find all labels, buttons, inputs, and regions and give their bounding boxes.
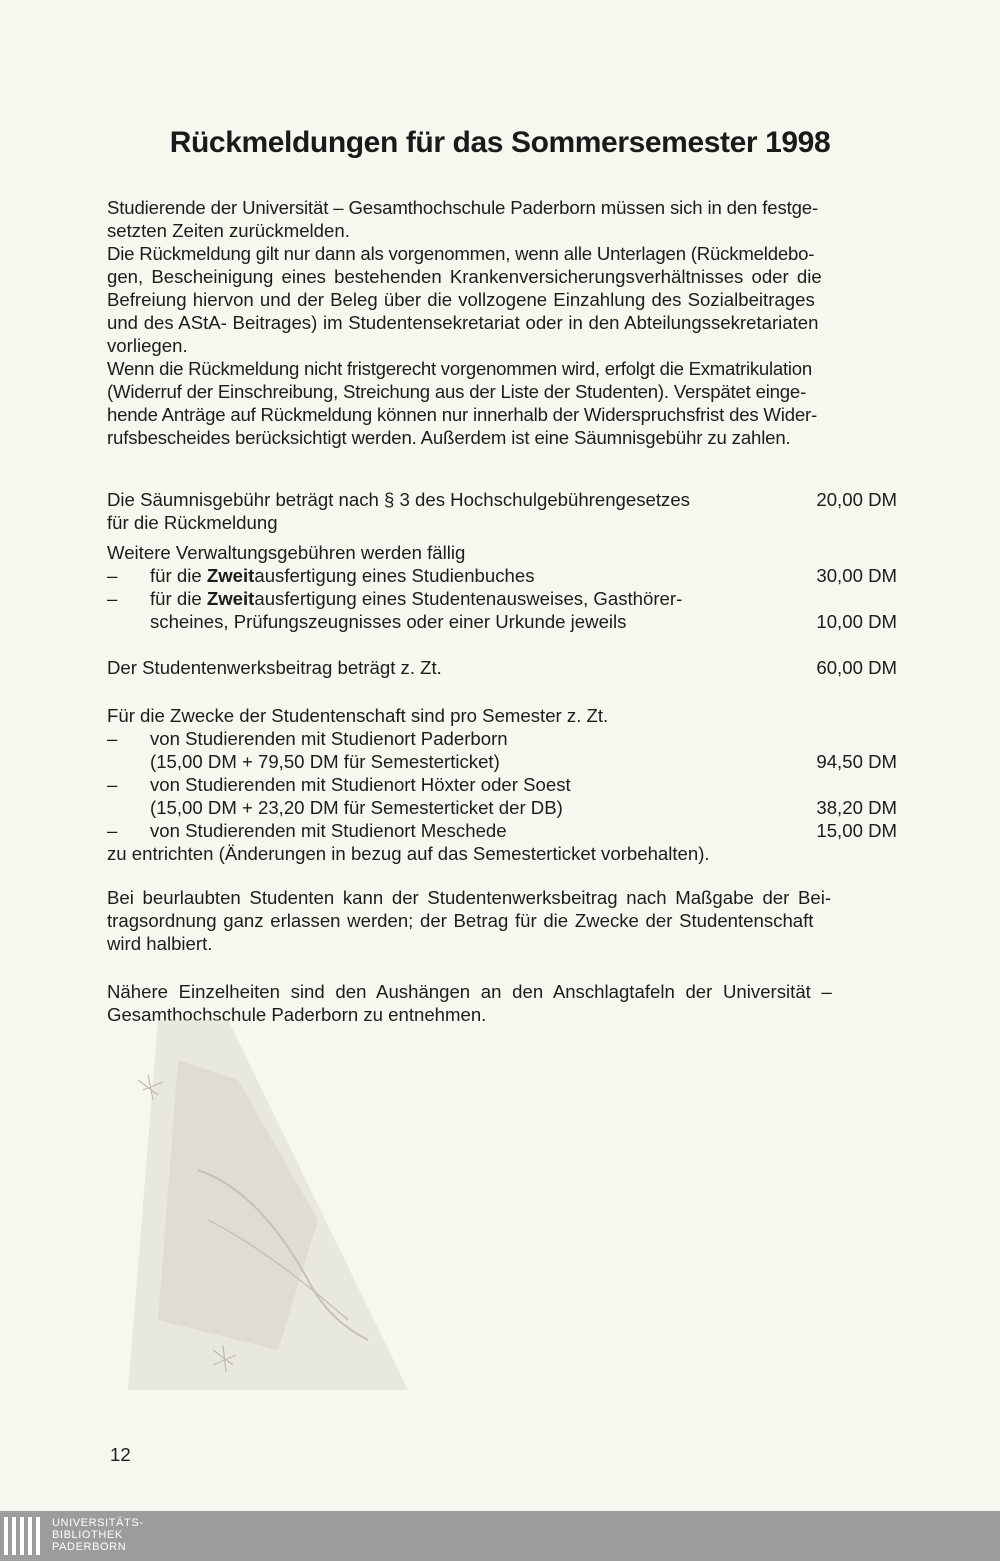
admin-fee-item-2-cont — [107, 610, 897, 633]
text-line: rufsbescheides berücksichtigt werden. Außerdem ist eine Säumnisgebühr zu zahlen. — [107, 427, 791, 448]
text-line: Die Rückmeldung gilt nur dann als vorgenommen, wenn alle Unterlagen (Rückmeldebo- — [107, 243, 815, 264]
studentenwerk-label: Der Studentenwerksbeitrag beträgt z. Zt. — [107, 657, 442, 678]
studentenschaft-item-b-cont — [107, 796, 897, 819]
studentenschaft-item-a-amount: 94,50 DM — [816, 751, 897, 772]
late-fee-row — [107, 488, 897, 511]
late-fee-label: Die Säumnisgebühr beträgt nach § 3 des Hochschulgebührengesetzes — [107, 489, 690, 510]
studentenschaft-item-a-cont — [107, 750, 897, 773]
studentenwerk-amount: 60,00 DM — [816, 657, 897, 678]
studentenschaft-item-b-detail: (15,00 DM + 23,20 DM für Semesterticket der DB) — [150, 797, 563, 818]
library-logo-icon — [4, 1517, 44, 1555]
library-name-line-2: BIBLIOTHEK — [52, 1529, 123, 1541]
page-number: 12 — [110, 1444, 131, 1465]
dash-bullet: – — [107, 588, 118, 609]
text-line: Gesamthochschule Paderborn zu entnehmen. — [107, 1004, 487, 1025]
text-line: setzten Zeiten zurückmelden. — [107, 220, 350, 241]
dash-bullet: – — [107, 565, 118, 586]
admin-fee-item-2-text: für die Zweitausfertigung eines Studentenausweises, Gasthörer- — [150, 588, 683, 609]
beurlaubt-paragraph — [107, 886, 905, 955]
paragraph-1 — [107, 196, 905, 242]
text-line: Nähere Einzelheiten sind den Aushängen an den Anschlagtafeln der Universität – — [107, 981, 832, 1002]
admin-fee-item-1-text: für die Zweitausfertigung eines Studienbuches — [150, 565, 535, 586]
paragraph-2 — [107, 242, 905, 357]
paragraph-3 — [107, 357, 905, 449]
text-line: Studierende der Universität – Gesamthochschule Paderborn müssen sich in den festge- — [107, 197, 819, 218]
studentenschaft-item-c-text: von Studierenden mit Studienort Meschede — [150, 820, 507, 841]
studentenwerk-row — [107, 656, 897, 679]
studentenschaft-item-a — [107, 727, 897, 750]
admin-fees-intro: Weitere Verwaltungsgebühren werden fällig — [107, 542, 466, 563]
studentenschaft-item-b — [107, 773, 897, 796]
dash-bullet: – — [107, 774, 118, 795]
studentenschaft-item-a-text: von Studierenden mit Studienort Paderborn — [150, 728, 508, 749]
text-line: (Widerruf der Einschreibung, Streichung aus der Liste der Studenten). Verspätet einge- — [107, 381, 807, 402]
dash-bullet: – — [107, 728, 118, 749]
fees-section — [107, 488, 897, 679]
dash-bullet: – — [107, 820, 118, 841]
text-line: Bei beurlaubten Studenten kann der Studentenwerksbeitrag nach Maßgabe der Bei- — [107, 887, 832, 908]
admin-fee-item-1 — [107, 564, 897, 587]
text-line: gen, Bescheinigung eines bestehenden Krankenversicherungsverhältnisses oder die — [107, 266, 822, 287]
text-line: vorliegen. — [107, 335, 188, 356]
studentenschaft-intro: Für die Zwecke der Studentenschaft sind pro Semester z. Zt. — [107, 705, 609, 726]
late-fee-amount: 20,00 DM — [816, 489, 897, 510]
page-title: Rückmeldungen für das Sommersemester 1998 — [169, 126, 831, 159]
studentenschaft-item-b-text: von Studierenden mit Studienort Höxter oder Soest — [150, 774, 571, 795]
admin-fee-item-2-line2: scheines, Prüfungszeugnisses oder einer Urkunde jeweils — [150, 611, 627, 632]
text-line: und des AStA- Beitrages) im Studentensekretariat oder in den Abteilungssekretariaten — [107, 312, 819, 333]
studentenschaft-closing: zu entrichten (Änderungen in bezug auf das Semesterticket vorbehalten). — [107, 843, 710, 864]
studentenschaft-item-a-detail: (15,00 DM + 79,50 DM für Semesterticket) — [150, 751, 500, 772]
studentenschaft-item-c-amount: 15,00 DM — [816, 820, 897, 841]
library-footer — [0, 1511, 1000, 1561]
studentenschaft-item-b-amount: 38,20 DM — [816, 797, 897, 818]
late-fee-row-2: für die Rückmeldung — [107, 512, 278, 533]
library-name-line-3: PADERBORN — [52, 1541, 127, 1553]
admin-fee-item-2 — [107, 587, 897, 610]
text-line: tragsordnung ganz erlassen werden; der Betrag für die Zwecke der Studentenschaft — [107, 910, 814, 931]
text-line: hende Anträge auf Rückmeldung können nur innerhalb der Widerspruchsfrist des Wider- — [107, 404, 817, 425]
library-name-line-1: UNIVERSITÄTS- — [52, 1517, 144, 1529]
text-line: wird halbiert. — [107, 933, 213, 954]
admin-fee-item-1-amount: 30,00 DM — [816, 565, 897, 586]
text-line: Befreiung hiervon und der Beleg über die vollzogene Einzahlung des Sozialbeitrages — [107, 289, 815, 310]
studentenschaft-section — [107, 704, 897, 865]
text-line: Wenn die Rückmeldung nicht fristgerecht vorgenommen wird, erfolgt die Exmatrikulation — [107, 358, 812, 379]
intro-paragraphs — [107, 196, 905, 449]
admin-fee-item-2-amount: 10,00 DM — [816, 611, 897, 632]
library-name — [52, 1517, 144, 1553]
studentenschaft-item-c — [107, 819, 897, 842]
decorative-illustration — [118, 1020, 418, 1390]
